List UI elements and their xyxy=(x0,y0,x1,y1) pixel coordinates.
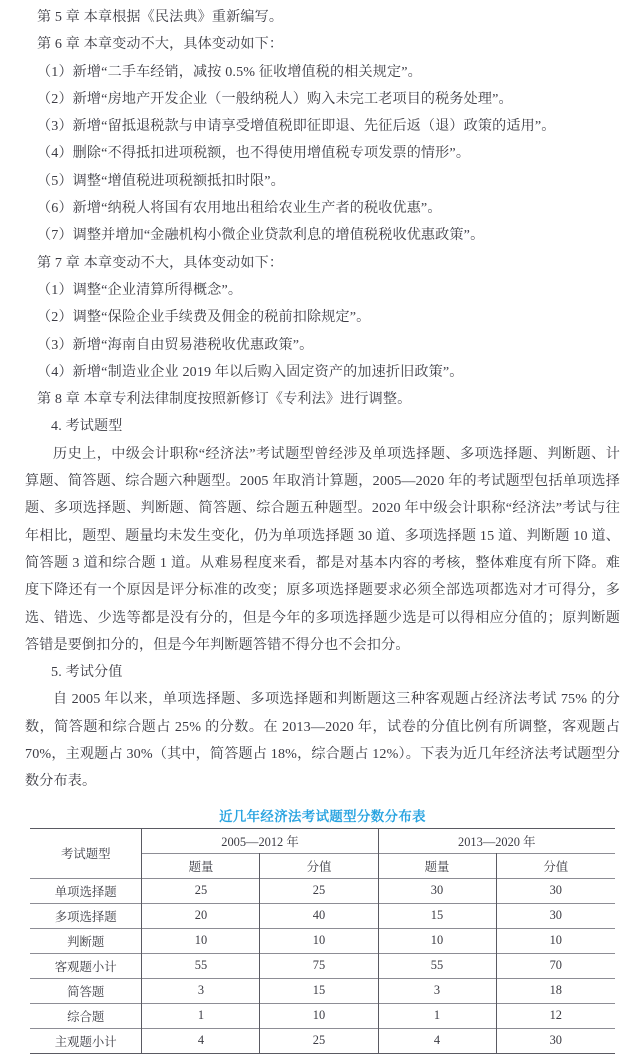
table-body xyxy=(30,878,615,1053)
text-line: 第 5 章 本章根据《民法典》重新编写。 xyxy=(37,9,284,25)
table-subheader-count-2: 题量 xyxy=(378,853,496,878)
table-cell: 30 xyxy=(496,903,615,928)
table-cell: 3 xyxy=(142,978,260,1003)
table-cell: 10 xyxy=(496,928,615,953)
table-cell: 70 xyxy=(496,953,615,978)
table-cell: 55 xyxy=(142,953,260,978)
table-cell: 10 xyxy=(142,928,260,953)
text-line: （7）调整并增加“金融机构小微企业贷款利息的增值税税收优惠政策”。 xyxy=(37,227,485,244)
table-cell: 15 xyxy=(260,978,378,1003)
table-row xyxy=(30,928,615,953)
text-line: 第 6 章 本章变动不大，具体变动如下： xyxy=(37,36,284,53)
table-row-label: 单项选择题 xyxy=(30,878,142,903)
body-paragraph: 自 2005 年以来，单项选择题、多项选择题和判断题这三种客观题占经济法考试 75% 的分数，简答题和综合题占 25% 的分数。在 2013—2020 年，试卷的分值比例有所调整，客观题占 70%，主观题占 30%（其中，简答题占 18%，综合题占 12%）。下表为近几年经济法考试题型分数分布表。 xyxy=(25,691,620,790)
text-line: （4）删除“不得抵扣进项税额，也不得使用增值税专项发票的情形”。 xyxy=(37,145,471,162)
table-corner-header: 考试题型 xyxy=(30,828,142,878)
table-group-header-2013-2020: 2013—2020 年 xyxy=(378,828,615,853)
section-heading: 5. 考试分值 xyxy=(51,664,123,681)
table-cell: 1 xyxy=(142,1003,260,1028)
table-row-label: 多项选择题 xyxy=(30,903,142,928)
body-paragraph: 历史上，中级会计职称“经济法”考试题型曾经涉及单项选择题、多项选择题、判断题、计算题、简答题、综合题六种题型。2005 年取消计算题，2005—2020 年的考试题型包括单项选择题、多项选择题、判断题、简答题、综合题五种题型。2020 年中级会计职称“经济法”考试与往年相比，题型、题量均未发生变化，仍为单项选择题 30 道、多项选择题 15 道、判断题 10 道、简答题 3 道和综合题 1 道。从难易程度来看，都是对基本内容的考核，整体难度有所下降。难度下降还有一个原因是评分标准的改变；原多项选择题要求必须全部选项都选对才可得分，多选、错选、少选等都是没有分的，但是今年的多项选择题少选是可以得相应分值的；原判断题答错是要倒扣分的，但是今年判断题答错不得分也不会扣分。 xyxy=(25,445,620,653)
text-line: 第 8 章 本章专利法律制度按照新修订《专利法》进行调整。 xyxy=(37,391,412,408)
table-group-header-row xyxy=(30,828,615,853)
section-heading: 4. 考试题型 xyxy=(51,418,123,435)
table-cell: 25 xyxy=(142,878,260,903)
text-line: （3）新增“留抵退税款与申请享受增值税即征即退、先征后返（退）政策的适用”。 xyxy=(37,118,556,135)
text-line: （2）调整“保险企业手续费及佣金的税前扣除规定”。 xyxy=(37,309,371,326)
table-subheader-count-1: 题量 xyxy=(142,853,260,878)
table-cell: 25 xyxy=(260,878,378,903)
text-line: 第 7 章 本章变动不大，具体变动如下： xyxy=(37,254,284,271)
table-row-label: 客观题小计 xyxy=(30,953,142,978)
table-group-header-2005-2012: 2005—2012 年 xyxy=(142,828,378,853)
table-row xyxy=(30,1028,615,1053)
table-row-label: 简答题 xyxy=(30,978,142,1003)
table-row-label: 综合题 xyxy=(30,1003,142,1028)
table-cell: 4 xyxy=(142,1028,260,1053)
score-distribution-table xyxy=(30,828,615,1054)
table-cell: 40 xyxy=(260,903,378,928)
table-cell: 4 xyxy=(378,1028,496,1053)
text-line: （6）新增“纳税人将国有农用地出租给农业生产者的税收优惠”。 xyxy=(37,200,442,217)
table-row xyxy=(30,953,615,978)
table-row-label: 主观题小计 xyxy=(30,1028,142,1053)
table-cell: 30 xyxy=(378,878,496,903)
table-cell: 10 xyxy=(260,928,378,953)
table-cell: 25 xyxy=(260,1028,378,1053)
text-line: （1）新增“二手车经销，减按 0.5% 征收增值税的相关规定”。 xyxy=(37,63,422,80)
table-cell: 10 xyxy=(260,1003,378,1028)
table-head xyxy=(30,828,615,878)
table-cell: 10 xyxy=(378,928,496,953)
table-cell: 18 xyxy=(496,978,615,1003)
table-cell: 75 xyxy=(260,953,378,978)
table-row xyxy=(30,1003,615,1028)
table-cell: 30 xyxy=(496,1028,615,1053)
table-row xyxy=(30,878,615,903)
table-cell: 15 xyxy=(378,903,496,928)
table-cell: 12 xyxy=(496,1003,615,1028)
table-subheader-score-1: 分值 xyxy=(260,853,378,878)
table-subheader-score-2: 分值 xyxy=(496,853,615,878)
table-cell: 3 xyxy=(378,978,496,1003)
text-line: （2）新增“房地产开发企业（一般纳税人）购入未完工老项目的税务处理”。 xyxy=(37,90,513,107)
table-cell: 20 xyxy=(142,903,260,928)
document-text-block xyxy=(25,4,620,796)
table-caption: 近几年经济法考试题型分数分布表 xyxy=(219,808,426,824)
text-line: （3）新增“海南自由贸易港税收优惠政策”。 xyxy=(37,336,314,353)
table-cell: 1 xyxy=(378,1003,496,1028)
table-row-label: 判断题 xyxy=(30,928,142,953)
table-cell: 55 xyxy=(378,953,496,978)
text-line: （4）新增“制造业企业 2019 年以后购入固定资产的加速折旧政策”。 xyxy=(37,363,464,380)
table-cell: 30 xyxy=(496,878,615,903)
text-line: （5）调整“增值税进项税额抵扣时限”。 xyxy=(37,172,285,189)
table-row xyxy=(30,903,615,928)
text-line: （1）调整“企业清算所得概念”。 xyxy=(37,281,243,298)
table-row xyxy=(30,978,615,1003)
